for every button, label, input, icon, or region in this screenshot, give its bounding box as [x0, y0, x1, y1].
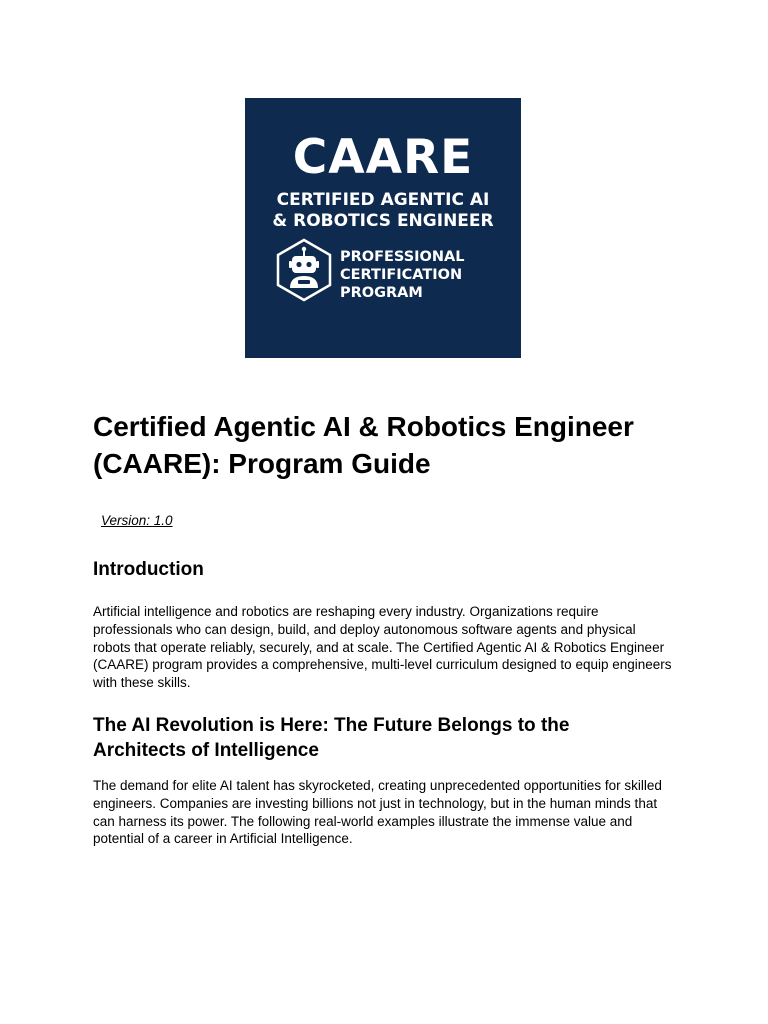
ai-revolution-heading: The AI Revolution is Here: The Future Belongs to the Architects of Intelligence [93, 715, 570, 761]
logo-subtitle [245, 190, 521, 232]
robot-hexagon-icon [275, 238, 333, 302]
introduction-paragraph: Artificial intelligence and robotics are reshaping every industry. Organizations require professionals who can design, build, and deploy autonomous software agents and physical robots that operate reliably, securely, and at scale. The Certified Agentic AI & Robotics Engineer (CAARE) program provides a comprehensive, multi-level curriculum designed to equip engineers with these skills. [93, 604, 672, 691]
introduction-heading: Introduction [93, 559, 204, 580]
logo-program-text [340, 248, 464, 302]
logo-subtitle-line2: & ROBOTICS ENGINEER [272, 211, 494, 231]
document-title: Certified Agentic AI & Robotics Engineer (CAARE): Program Guide [93, 411, 634, 479]
ai-revolution-paragraph: The demand for elite AI talent has skyrocketed, creating unprecedented opportunities for skilled engineers. Companies are investing billions not just in technology, but in the human minds that can harness its power. The following real-world examples illustrate the immense value and potential of a career in Artificial Intelligence. [93, 778, 662, 847]
logo-program-line1: PROFESSIONAL [340, 249, 465, 265]
logo-program-line2: CERTIFICATION [340, 267, 463, 283]
version-label: Version: 1.0 [101, 513, 173, 528]
caare-logo [245, 98, 521, 358]
logo-program-line3: PROGRAM [340, 285, 423, 301]
logo-subtitle-line1: CERTIFIED AGENTIC AI [276, 190, 490, 210]
logo-title: CAARE [292, 130, 474, 185]
